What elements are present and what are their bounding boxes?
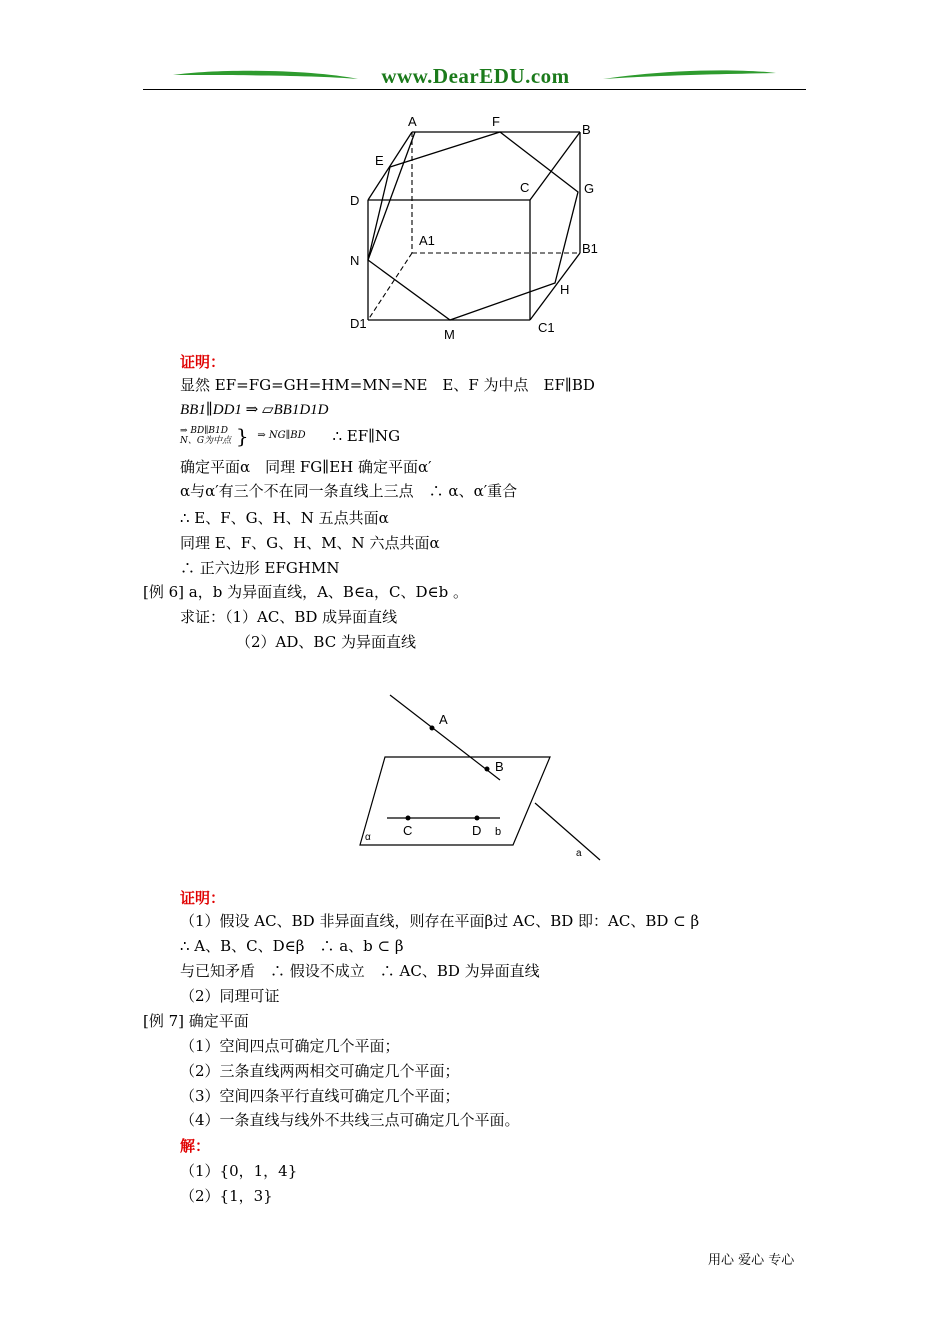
proof1-brace-bottom: N、G为中点 bbox=[180, 436, 232, 446]
label-A1: A1 bbox=[419, 233, 435, 248]
proof2-heading: 证明： bbox=[180, 889, 226, 907]
label-b: b bbox=[495, 826, 502, 838]
proof2-line-3: 与已知矛盾 ∴ 假设不成立 ∴ AC、BD 为异面直线 bbox=[180, 962, 540, 980]
label-C2: C bbox=[403, 823, 413, 838]
point-C bbox=[406, 816, 411, 821]
label-A: A bbox=[408, 114, 417, 129]
page-header bbox=[143, 62, 806, 92]
proof1-line-4: 确定平面α 同理 FG∥EH 确定平面α′ bbox=[180, 458, 432, 476]
label-G: G bbox=[584, 181, 595, 196]
point-B bbox=[485, 767, 490, 772]
label-D1: D1 bbox=[350, 316, 367, 331]
label-D: D bbox=[350, 193, 360, 208]
label-B1: B1 bbox=[582, 241, 598, 256]
header-rule bbox=[143, 89, 806, 90]
point-A bbox=[430, 726, 435, 731]
example6-title: [例 6] a，b 为异面直线，A、B∈a，C、D∈b 。 bbox=[143, 583, 468, 601]
solution-heading: 解： bbox=[180, 1137, 211, 1155]
example7-title: [例 7] 确定平面 bbox=[143, 1012, 249, 1030]
label-F: F bbox=[492, 114, 500, 129]
proof1-line-5: α与α′有三个不在同一条直线上三点 ∴ α、α′重合 bbox=[180, 482, 518, 500]
proof1-conclusion: ∴ EF∥NG bbox=[332, 427, 401, 445]
proof1-line-6: ∴ E、F、G、H、N 五点共面α bbox=[180, 509, 389, 527]
proof1-ng-bd: ⇒ NG∥BD bbox=[257, 430, 306, 441]
label-N: N bbox=[350, 253, 360, 268]
label-A2: A bbox=[439, 712, 448, 727]
proof1-brace-top: ⇒ BD∥B1D bbox=[180, 426, 228, 436]
site-url[interactable]: www.DearEDU.com bbox=[381, 64, 570, 88]
label-B2: B bbox=[495, 759, 504, 774]
figure-cube bbox=[340, 110, 610, 345]
example7-q4: （4）一条直线与线外不共线三点可确定几个平面。 bbox=[180, 1111, 520, 1129]
proof1-heading: 证明： bbox=[180, 353, 226, 371]
proof1-line-8: ∴ 正六边形 EFGHMN bbox=[180, 559, 340, 577]
example6-q2: （2）AD、BC 为异面直线 bbox=[236, 633, 416, 651]
figure-plane bbox=[355, 690, 605, 865]
label-C1: C1 bbox=[538, 320, 555, 335]
point-D bbox=[475, 816, 480, 821]
solution-answer-2: （2）{1，3} bbox=[180, 1187, 273, 1205]
proof1-line-2: BB1∥DD1 ⇒ ▱BB1D1D bbox=[180, 402, 329, 418]
brace-icon: } bbox=[235, 424, 249, 448]
proof1-line-3 bbox=[180, 425, 400, 453]
label-M: M bbox=[444, 327, 455, 342]
label-D2: D bbox=[472, 823, 482, 838]
label-B: B bbox=[582, 122, 591, 137]
proof1-brace-block bbox=[180, 426, 231, 446]
proof2-line-4: （2）同理可证 bbox=[180, 987, 280, 1005]
example7-q2: （2）三条直线两两相交可确定几个平面； bbox=[180, 1062, 460, 1080]
page-footer: 用心 爱心 专心 bbox=[708, 1253, 795, 1268]
proof2-line-2: ∴ A、B、C、D∈β ∴ a、b ⊂ β bbox=[180, 937, 404, 955]
label-alpha: α bbox=[365, 832, 371, 843]
example7-q3: （3）空间四条平行直线可确定几个平面； bbox=[180, 1087, 460, 1105]
proof2-line-1: （1）假设 AC、BD 非异面直线，则存在平面β过 AC、BD 即：AC、BD ⊂ β bbox=[180, 912, 700, 930]
example7-q1: （1）空间四点可确定几个平面； bbox=[180, 1037, 400, 1055]
label-H: H bbox=[560, 282, 570, 297]
solution-answer-1: （1）{0，1，4} bbox=[180, 1162, 298, 1180]
example6-q1: 求证：（1）AC、BD 成异面直线 bbox=[180, 608, 398, 626]
label-E: E bbox=[375, 153, 384, 168]
proof1-line-7: 同理 E、F、G、H、M、N 六点共面α bbox=[180, 534, 440, 552]
label-a: a bbox=[576, 848, 582, 859]
proof1-line-1: 显然 EF=FG=GH=HM=MN=NE E、F 为中点 EF∥BD bbox=[180, 376, 595, 394]
label-C: C bbox=[520, 180, 530, 195]
